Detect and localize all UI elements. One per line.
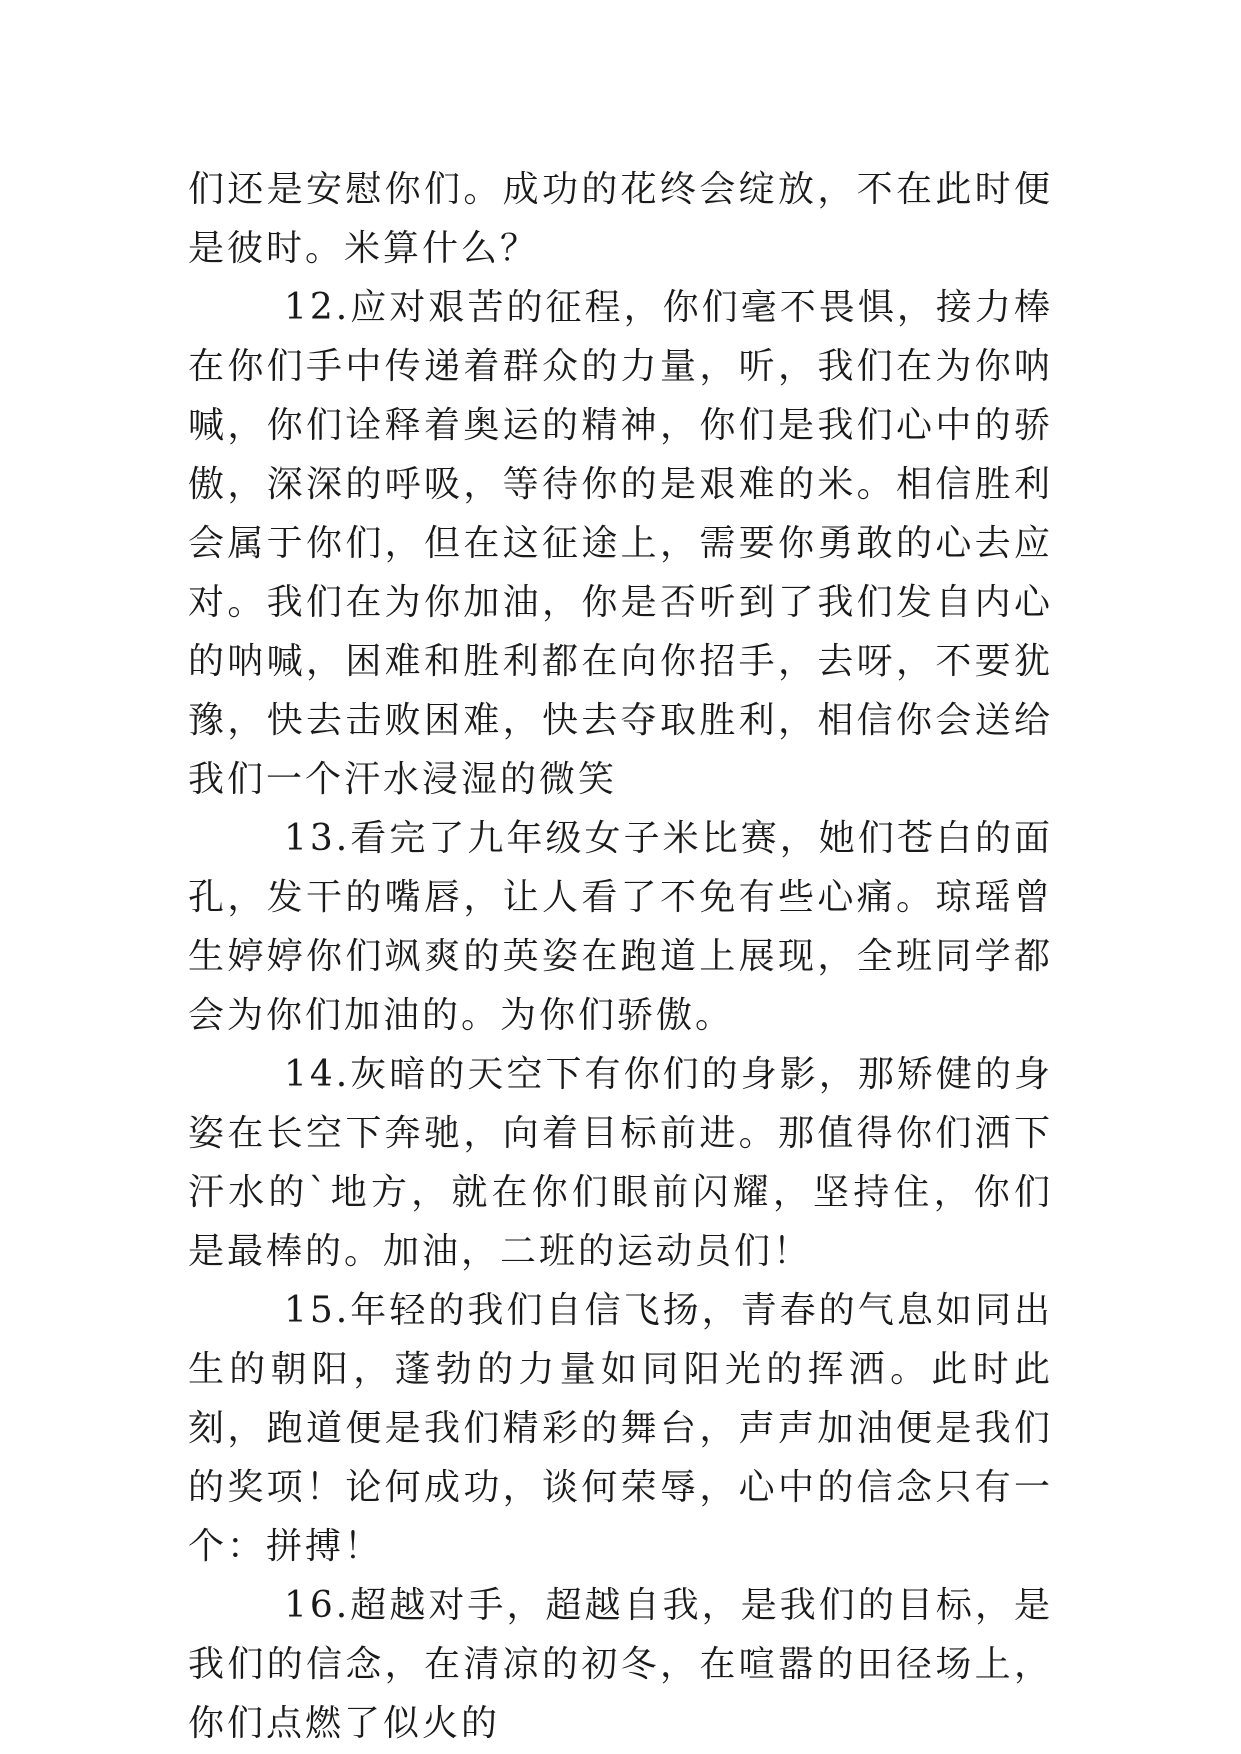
paragraph-15: 15.年轻的我们自信飞扬，青春的气息如同出生的朝阳，蓬勃的力量如同阳光的挥洒。此时此刻，跑道便是我们精彩的舞台，声声加油便是我们的奖项！论何成功，谈何荣辱，心中的信念只有一个：拼搏！ <box>188 1290 1053 1567</box>
page-body <box>188 160 1053 1753</box>
paragraph-12: 12.应对艰苦的征程，你们毫不畏惧，接力棒在你们手中传递着群众的力量，听，我们在为你呐喊，你们诠释着奥运的精神，你们是我们心中的骄傲，深深的呼吸，等待你的是艰难的米。相信胜利会属于你们，但在这征途上，需要你勇敢的心去应对。我们在为你加油，你是否听到了我们发自内心的呐喊，困难和胜利都在向你招手，去呀，不要犹豫，快去击败困难，快去夺取胜利，相信你会送给我们一个汗水浸湿的微笑 <box>188 287 1053 800</box>
paragraph-continuation: 们还是安慰你们。成功的花终会绽放，不在此时便是彼时。米算什么？ <box>188 169 1053 269</box>
paragraph-14: 14.灰暗的天空下有你们的身影，那矫健的身姿在长空下奔驰，向着目标前进。那值得你们洒下汗水的`地方，就在你们眼前闪耀，坚持住，你们是最棒的。加油，二班的运动员们！ <box>188 1054 1053 1272</box>
paragraph-13: 13.看完了九年级女子米比赛，她们苍白的面孔，发干的嘴唇，让人看了不免有些心痛。琼瑶曾生婷婷你们飒爽的英姿在跑道上展现，全班同学都会为你们加油的。为你们骄傲。 <box>188 818 1053 1036</box>
paragraph-16: 16.超越对手，超越自我，是我们的目标，是我们的信念，在清凉的初冬，在喧嚣的田径场上，你们点燃了似火的 <box>188 1585 1053 1744</box>
